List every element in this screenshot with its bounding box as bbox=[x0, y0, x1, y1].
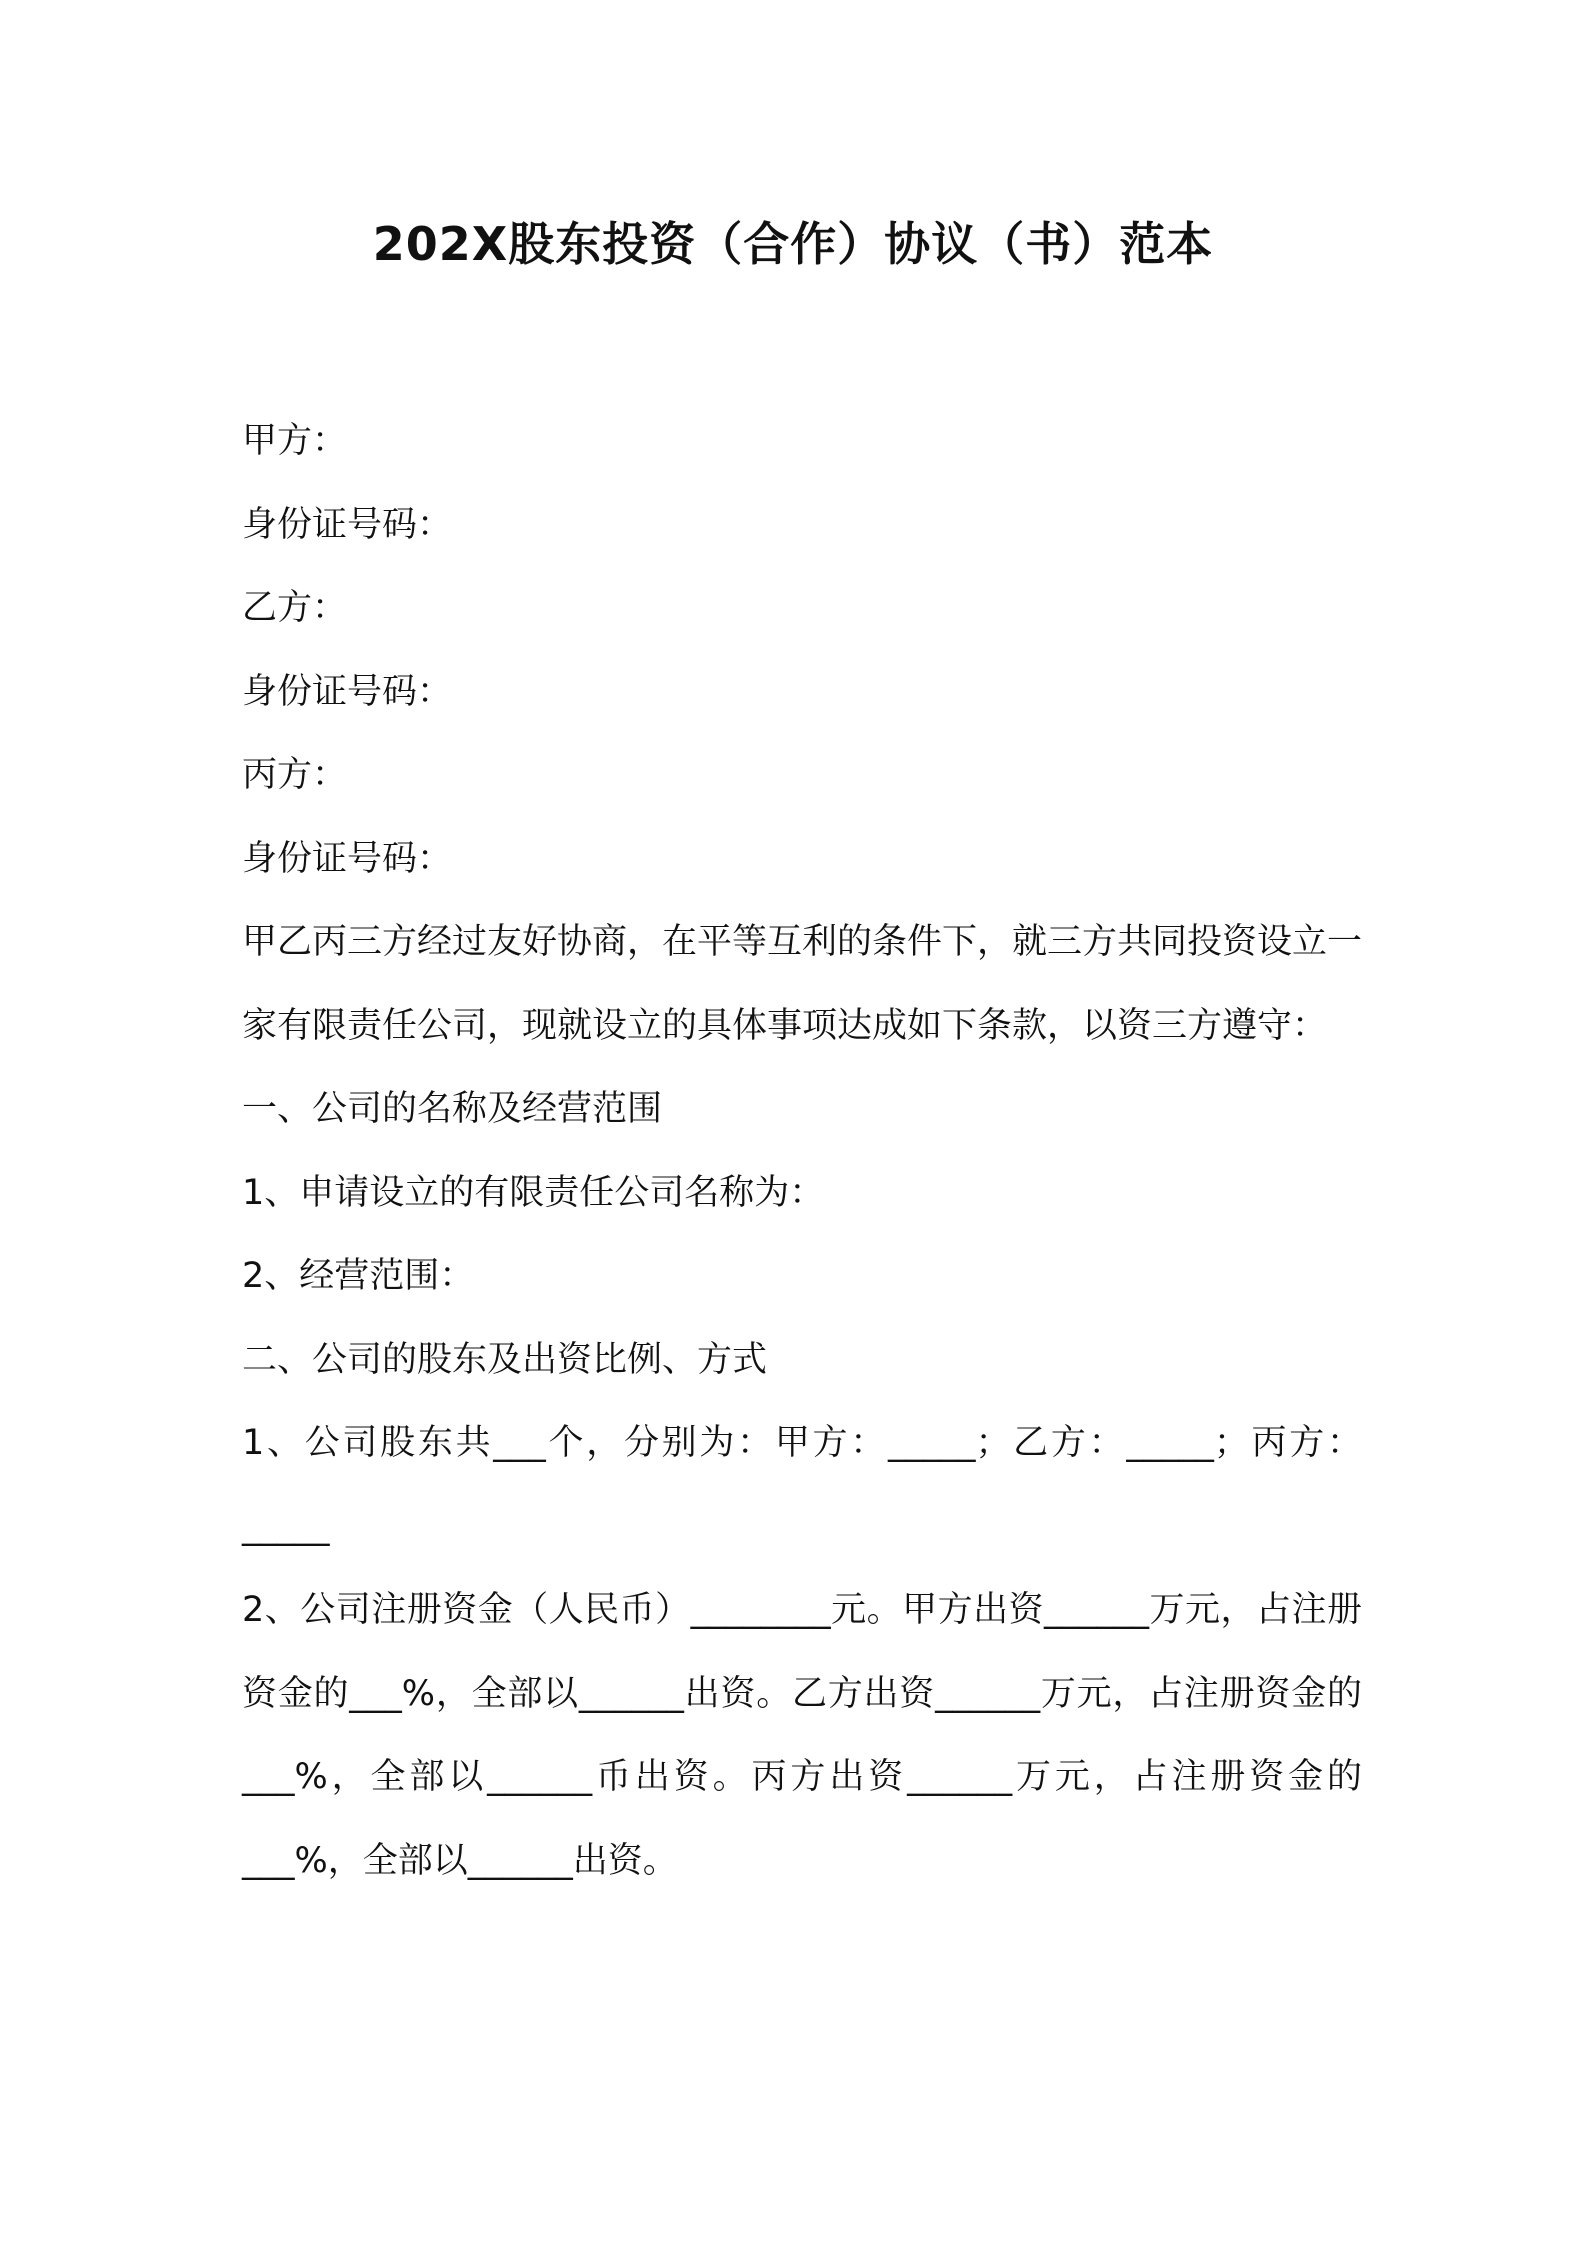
section-1-item-2: 2、经营范围： bbox=[242, 1256, 475, 1296]
party-a-id-label: 身份证号码： bbox=[242, 504, 453, 545]
preamble-paragraph: 甲乙丙三方经过友好协商，在平等互利的条件下，就三方共同投资设立一家有限责任公司，现就设立的具体事项达成如下条款，以资三方遵守： bbox=[242, 922, 1363, 1046]
party-b-id-label: 身份证号码： bbox=[242, 671, 453, 712]
document-title: 202X股东投资（合作）协议（书）范本 bbox=[372, 217, 1214, 271]
section-1-item-1: 1、申请设立的有限责任公司名称为： bbox=[242, 1172, 825, 1213]
section-2-item-2: 2、公司注册资金（人民币）________元。甲方出资______万元，占注册资金的___%，全部以______出资。乙方出资______万元，占注册资金的___%，全部以______币出资。丙方出资______万元，占注册资金的___%，全部以______出资。 bbox=[242, 1590, 1362, 1881]
party-c-label: 丙方： bbox=[242, 755, 348, 795]
document-body bbox=[242, 400, 1362, 1903]
party-c-id-label: 身份证号码： bbox=[242, 838, 453, 879]
party-a-label: 甲方： bbox=[242, 421, 348, 461]
section-2-item-1: 1、公司股东共___个，分别为：甲方：_____；乙方：_____；丙方：_____ bbox=[242, 1423, 1362, 1547]
section-1-heading: 一、公司的名称及经营范围 bbox=[242, 1089, 663, 1129]
section-2-heading: 二、公司的股东及出资比例、方式 bbox=[242, 1339, 768, 1380]
party-b-label: 乙方： bbox=[242, 588, 348, 628]
